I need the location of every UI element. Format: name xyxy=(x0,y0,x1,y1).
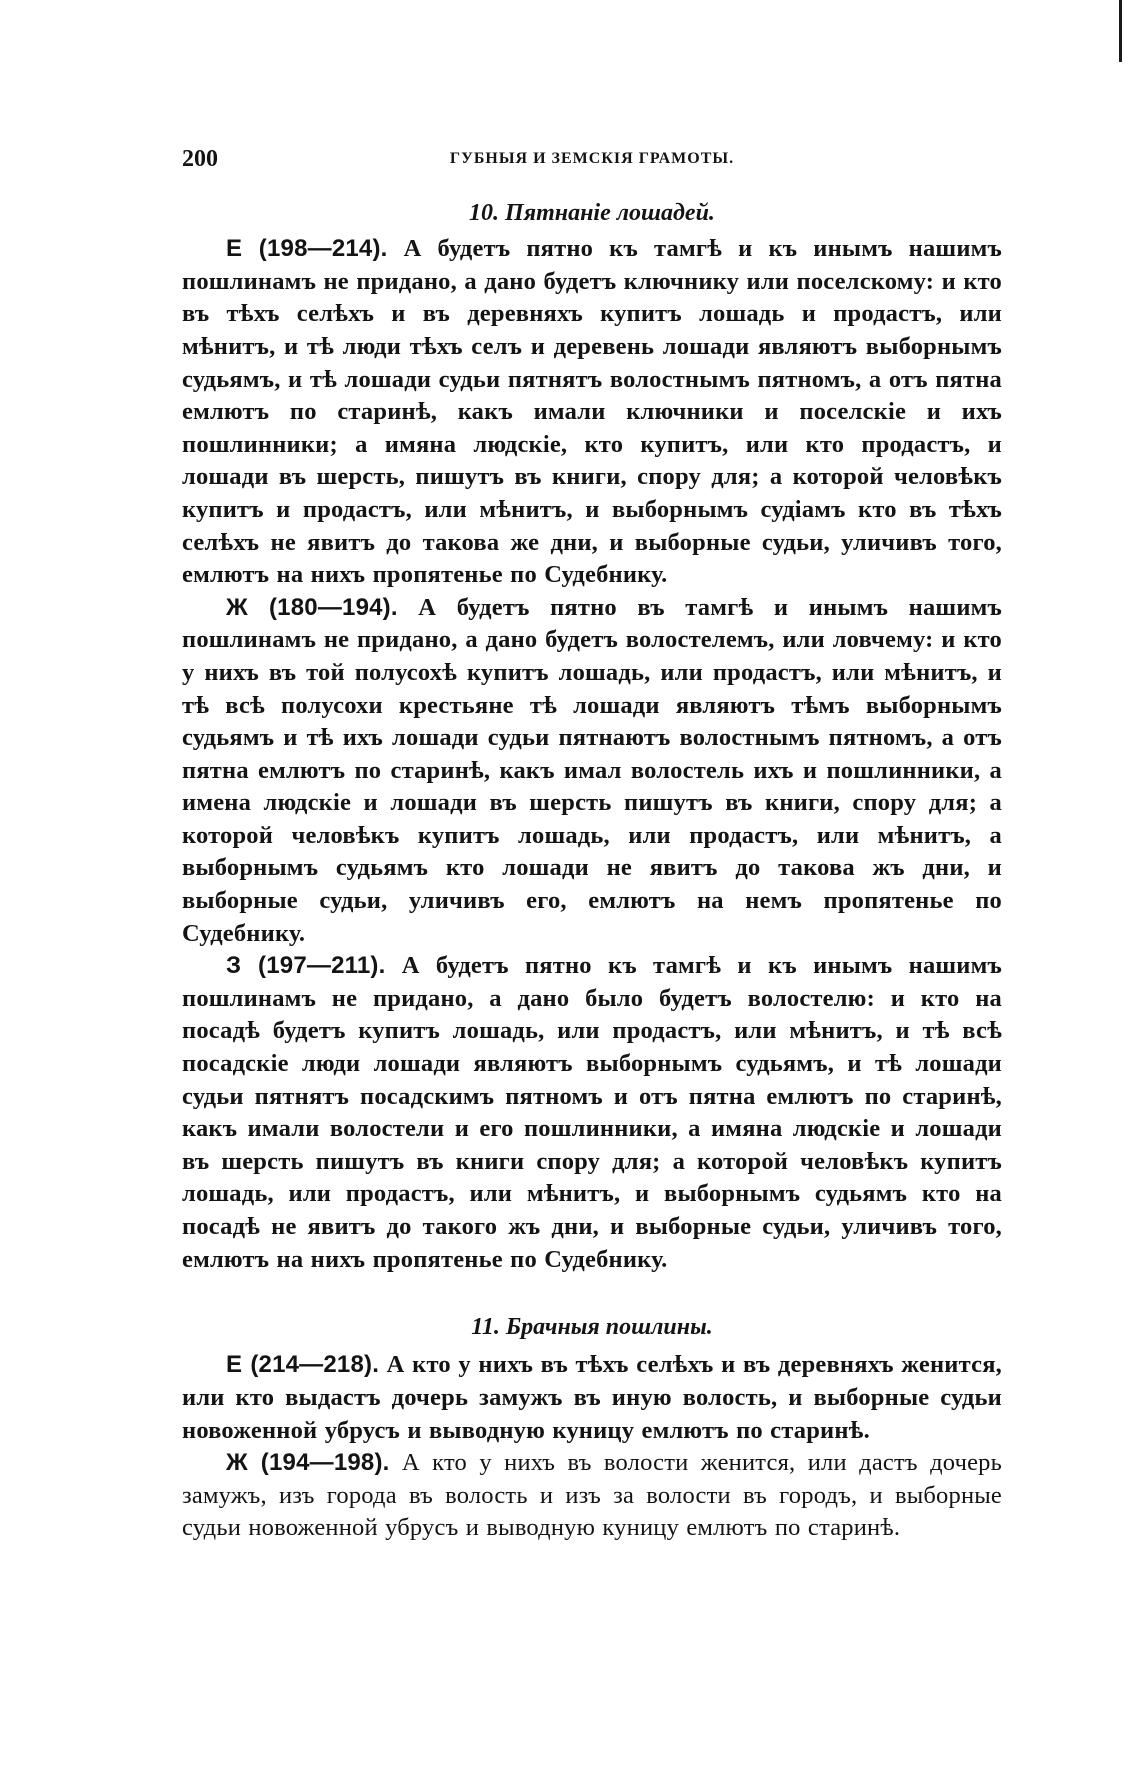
paragraph-z-197-211 xyxy=(182,950,1002,1276)
running-title: ГУБНЫЯ И ЗЕМСКІЯ ГРАМОТЫ. xyxy=(449,150,735,167)
paragraph-e-214-218 xyxy=(182,1349,1002,1447)
paragraph-text: А кто у нихъ въ тѣхъ селѣхъ и въ деревняхъ женится, или кто выдастъ дочерь замужъ въ иную волость, и выборные судьи новоженной убрусъ и выводную куницу емлютъ по старинѣ. xyxy=(182,1351,1002,1444)
paragraph-zh-180-194 xyxy=(182,592,1002,951)
book-page xyxy=(182,146,1002,1545)
page-edge-mark xyxy=(1119,0,1122,62)
section-title-horse-branding: 10. Пятнаніе лошадей. xyxy=(469,200,715,226)
paragraph-text: А будетъ пятно къ тамгѣ и къ инымъ нашимъ пошлинамъ не придано, а дано было будетъ волостелю: и кто на посадѣ будетъ купитъ лошадь, или продастъ, или мѣнитъ, и тѣ всѣ посадскіе люди лошади являютъ выборнымъ судьямъ, и тѣ лошади судьи пятнятъ посадскимъ пятномъ и отъ пятна емлютъ по старинѣ, какъ имали волостели и его пошлинники, а имяна людскіе и лошади въ шерсть пишутъ въ книги спору для; а которой человѣкъ купитъ лошадь, или продастъ, или мѣнитъ, и выборнымъ судьямъ кто на посадѣ не явитъ до такого жъ дни, и выборные судьи, уличивъ того, емлютъ на нихъ пропятенье по Судебнику. xyxy=(182,952,1002,1273)
manuscript-siglum: Ж (194—198). xyxy=(226,1449,390,1477)
page-number: 200 xyxy=(182,146,218,172)
paragraph-text: А кто у нихъ въ волости женится, или дастъ дочерь замужъ, изъ города въ волость и изъ за волости въ городъ, и выборные судьи новоженной убрусъ и выводную куницу емлютъ по старинѣ. xyxy=(182,1449,1003,1542)
paragraph-e-198-214 xyxy=(182,233,1002,592)
manuscript-siglum: Ж (180—194). xyxy=(226,593,398,621)
paragraph-text: А будетъ пятно въ тамгѣ и инымъ нашимъ пошлинамъ не придано, а дано будетъ волостелемъ, или ловчему: и кто у нихъ въ той полусохѣ купитъ лошадь, или продастъ, или мѣнитъ, и тѣ всѣ полусохи крестьяне тѣ лошади являютъ тѣмъ выборнымъ судьямъ и тѣ ихъ лошади судьи пятнаютъ волостнымъ пятномъ, а отъ пятна емлютъ по старинѣ, какъ имал волостель ихъ и пошлинники, а имена людскіе и лошади въ шерсть пишутъ въ книги, спору для; а которой человѣкъ купитъ лошадь, или продастъ, или мѣнитъ, а выборнымъ судьямъ кто лошади не явитъ до такова жъ дни, и выборные судьи, уличивъ его, емлютъ на немъ пропятенье по Судебнику. xyxy=(182,593,1003,947)
manuscript-siglum: З (197—211). xyxy=(226,952,386,980)
page-header xyxy=(182,146,1002,186)
paragraph-zh-194-198 xyxy=(182,1447,1002,1545)
manuscript-siglum: Е (214—218). xyxy=(226,1351,380,1379)
manuscript-siglum: Е (198—214). xyxy=(226,235,388,263)
paragraph-text: А будетъ пятно къ тамгѣ и къ инымъ нашимъ пошлинамъ не придано, а дано будетъ ключнику или поселскому: и кто въ тѣхъ селѣхъ и въ деревняхъ купитъ лошадь и продастъ, или мѣнитъ, и тѣ люди тѣхъ селъ и деревень лошади являютъ выборнымъ судьямъ, и тѣ лошади судьи пятнятъ волостнымъ пятномъ, а отъ пятна емлютъ по старинѣ, какъ имали ключники и поселскіе и ихъ пошлинники; а имяна людскіе, кто купитъ, или кто продастъ, и лошади въ шерсть, пишутъ въ книги, спору для; а которой человѣкъ купитъ и продастъ, или мѣнитъ, и выборнымъ судіамъ кто въ тѣхъ селѣхъ не явитъ до такова же дни, и выборные судьи, уличивъ того, емлютъ на нихъ пропятенье по Судебнику. xyxy=(182,235,1003,589)
section-title-marriage-fees: 11. Брачныя пошлины. xyxy=(471,1314,713,1341)
